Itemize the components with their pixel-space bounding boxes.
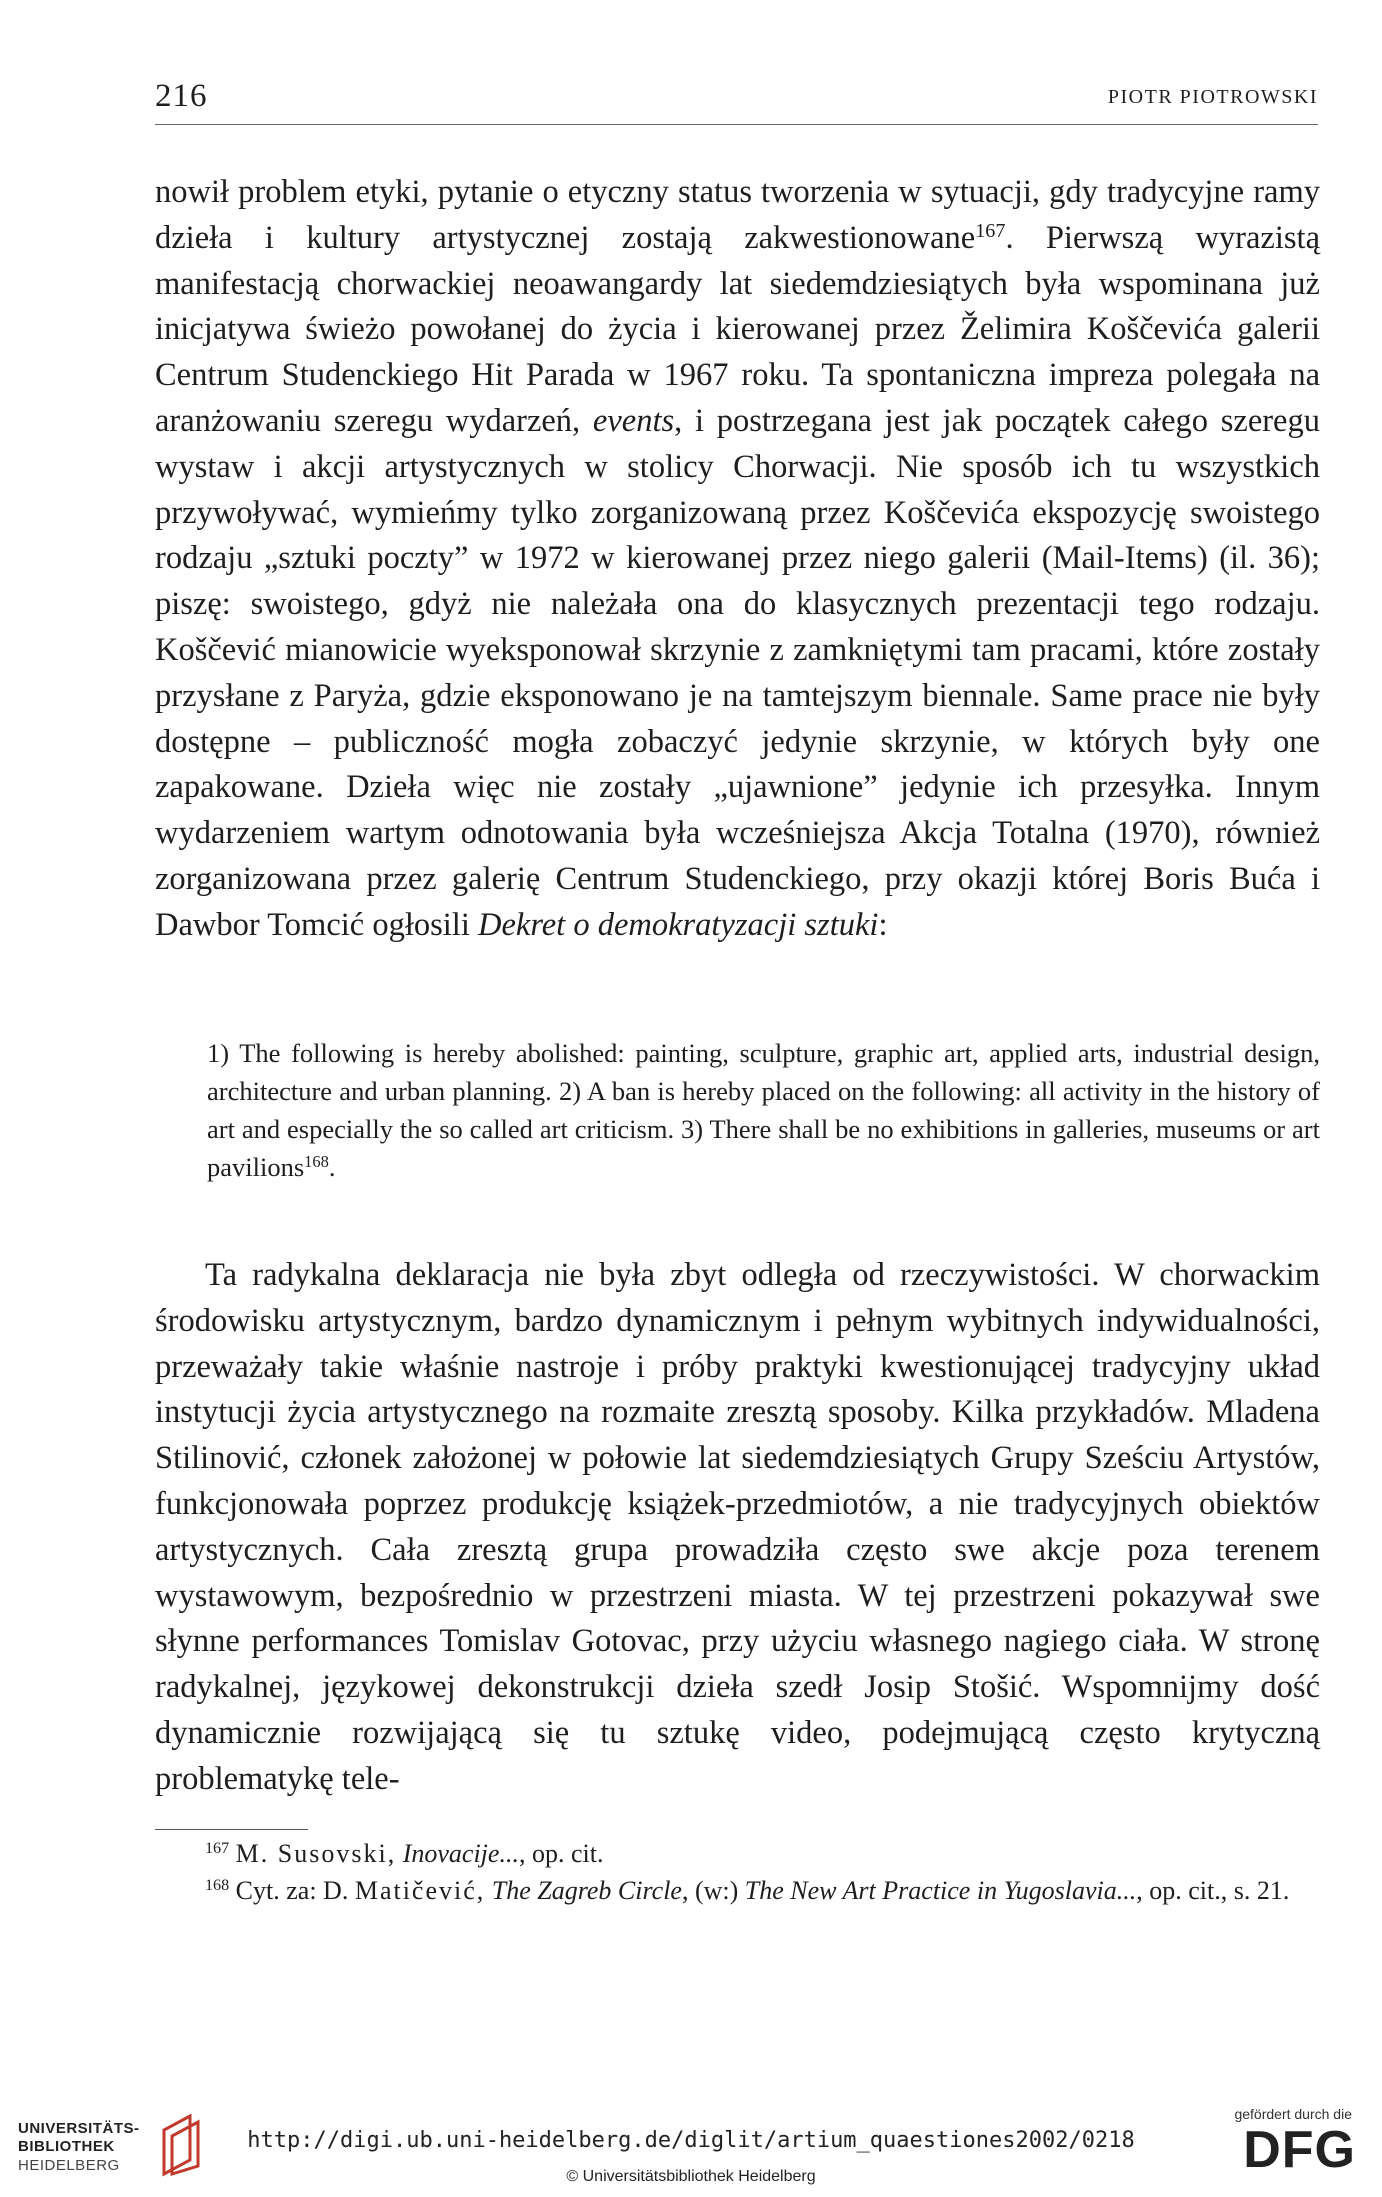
library-name-line-2: BIBLIOTHEK <box>18 2138 115 2155</box>
footnotes <box>155 1835 1320 1909</box>
footnote-text: , op. cit. <box>518 1839 604 1868</box>
text: . <box>328 1152 336 1182</box>
funding-label: gefördert durch die <box>1234 2106 1352 2122</box>
source-url[interactable]: http://digi.ub.uni-heidelberg.de/diglit/artium_quaestiones2002/0218 <box>247 2128 1135 2153</box>
library-name-line-1: UNIVERSITÄTS- <box>18 2120 140 2137</box>
paragraph-2 <box>155 1253 1320 1803</box>
footnote-title: The Zagreb Circle <box>491 1876 682 1905</box>
footnote-text: Cyt. za: D. <box>235 1876 349 1905</box>
footnote-text: , (w:) <box>681 1876 745 1905</box>
footnote-167 <box>155 1835 1320 1872</box>
footnote-ref[interactable]: 168 <box>304 1151 329 1171</box>
footnote-number: 167 <box>205 1840 230 1858</box>
footnote-168 <box>155 1872 1320 1909</box>
paragraph-2-text: Ta radykalna deklaracja nie była zbyt odległa od rzeczywistości. W chorwackim środowisku artystycznym, bardzo dynamicznym i pełnym wybitnych indywidualności, przeważały takie właśnie nastroje i próby praktyki kwestionującej tradycyjny układ instytucji życia artystycznego na rozmaite zresztą sposoby. Kilka przykładów. Mladena Stilinović, członek założonej w połowie lat siedemdziesiątych Grupy Sześciu Artystów, funkcjonowała poprzez produkcję książek-przedmiotów, a nie tradycyjnych obiektów artystycznych. Cała zresztą grupa prowadziła często swe akcje poza terenem wystawowym, bezpośrednio w przestrzeni miasta. W tej przestrzeni pokazywał swe słynne performances Tomislav Gotovac, przy użyciu własnego nagiego ciała. W stronę radykalnej, językowej dekonstrukcji dzieła szedł Josip Stošić. Wspomnijmy dość dynamicznie rozwijającą się tu sztukę video, podejmującą często krytyczną problematykę tele- <box>155 1257 1320 1797</box>
footnote-text: , op. cit., s. 21. <box>1136 1876 1290 1905</box>
running-head: PIOTR PIOTROWSKI <box>1107 86 1318 108</box>
footnote-rule <box>155 1829 308 1830</box>
quote-text: 1) The following is hereby abolished: painting, sculpture, graphic art, applied arts, industrial design, architecture and urban planning. 2) A ban is hereby placed on the following: all activity in the history of art and especially the so called art criticism. 3) There shall be no exhibitions in galleries, museums or art pavilions <box>207 1038 1320 1182</box>
footnote-author: Matičević, <box>354 1876 486 1905</box>
text: : <box>878 906 888 943</box>
footer <box>0 2068 1382 2197</box>
library-name-line-3: HEIDELBERG <box>18 2157 120 2174</box>
text: . Pierwszą wyrazistą manifestacją chorwackiej neoawangardy lat siedemdziesiątych była wspominana już inicjatywa świeżo powołanej do życia i kierowanej przez Želimira Koščevića galerii Centrum Studenckiego Hit Parada w 1967 roku. Ta spontaniczna impreza polegała na aranżowaniu szeregu wydarzeń, <box>155 219 1320 439</box>
footnote-ref[interactable]: 167 <box>975 219 1006 242</box>
italic-title: Dekret o demokratyzacji sztuki <box>478 906 879 943</box>
footnote-title: Inovacije... <box>402 1839 519 1868</box>
footnote-author: M. Susovski, <box>235 1839 397 1868</box>
paragraph-1 <box>155 170 1320 949</box>
header-rule <box>155 124 1318 125</box>
block-quote <box>207 1034 1320 1186</box>
footnote-title: The New Art Practice in Yugoslavia... <box>744 1876 1137 1905</box>
copyright-notice: © Universitätsbibliothek Heidelberg <box>566 2168 816 2185</box>
dfg-logo[interactable]: DFG <box>1243 2121 1356 2179</box>
text: , i postrzegana jest jak początek całego szeregu wystaw i akcji artystycznych w stolicy Chorwacji. Nie sposób ich tu wszystkich przywoływać, wymieńmy tylko zorganizowaną przez Koščevića ekspozycję swoistego rodzaju „sztuki poczty” w 1972 w kierowanej przez niego galerii (Mail-Items) (il. 36); piszę: swoistego, gdyż nie należała ona do klasycznych prezentacji tego rodzaju. Koščević mianowicie wyeksponował skrzynie z zamkniętymi tam pracami, które zostały przysłane z Paryża, gdzie eksponowano je na tamtejszym biennale. Same prace nie były dostępne – publiczność mogła zobaczyć jedynie skrzynie, w których były one zapakowane. Dzieła więc nie zostały „ujawnione” jedynie ich przesyłka. Innym wydarzeniem wartym odnotowania była wcześniejsza Akcja Totalna (1970), również zorganizowana przez galerię Centrum Studenckiego, przy okazji której Boris Buća i Dawbor Tomcić ogłosili <box>155 402 1320 943</box>
text: nowił problem etyki, pytanie o etyczny status tworzenia w sytuacji, gdy tradycyjne ramy dzieła i kultury artystycznej zostają zakwestionowane <box>155 174 1320 256</box>
page-number: 216 <box>155 78 208 114</box>
footnote-number: 168 <box>205 1877 230 1895</box>
italic-term: events <box>592 402 675 439</box>
